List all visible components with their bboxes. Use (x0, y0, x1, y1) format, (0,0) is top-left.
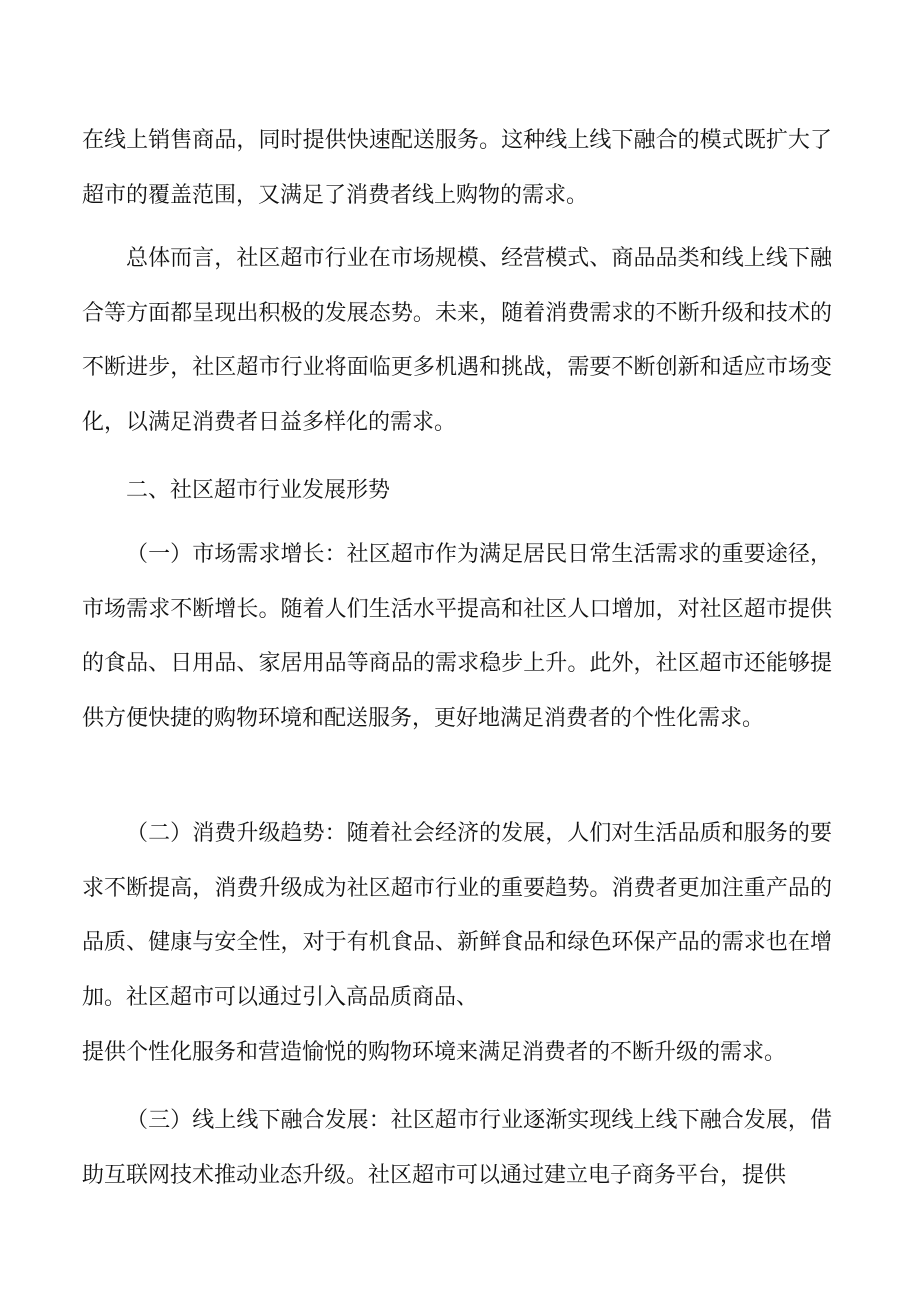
paragraph-summary: 总体而言，社区超市行业在市场规模、经营模式、商品品类和线上线下融合等方面都呈现出积极的发展态势。未来，随着消费需求的不断升级和技术的不断进步，社区超市行业将面临更多机遇和挑战，需要不断创新和适应市场变化，以满足消费者日益多样化的需求。 (82, 246, 832, 435)
paragraph-consumption-upgrade: （二）消费升级趋势：随着社会经济的发展，人们对生活品质和服务的要求不断提高，消费升级成为社区超市行业的重要趋势。消费者更加注重产品的品质、健康与安全性，对于有机食品、新鲜食品和绿色环保产品的需求也在增加。社区超市可以通过引入高品质商品、 (82, 821, 832, 1010)
paragraph-consumption-upgrade-continued: 提供个性化服务和营造愉悦的购物环境来满足消费者的不断升级的需求。 (82, 1040, 787, 1065)
paragraph-online-sales: 在线上销售商品，同时提供快速配送服务。这种线上线下融合的模式既扩大了超市的覆盖范围，又满足了消费者线上购物的需求。 (82, 128, 832, 208)
paragraph-online-offline-integration: （三）线上线下融合发展：社区超市行业逐渐实现线上线下融合发展，借助互联网技术推动业态升级。社区超市可以通过建立电子商务平台，提供 (82, 1108, 832, 1188)
paragraph-market-demand: （一）市场需求增长：社区超市作为满足居民日常生活需求的重要途径，市场需求不断增长。随着人们生活水平提高和社区人口增加，对社区超市提供的食品、日用品、家居用品等商品的需求稳步上升。此外，社区超市还能够提供方便快捷的购物环境和配送服务，更好地满足消费者的个性化需求。 (82, 542, 832, 731)
section-heading: 二、社区超市行业发展形势 (126, 478, 391, 503)
